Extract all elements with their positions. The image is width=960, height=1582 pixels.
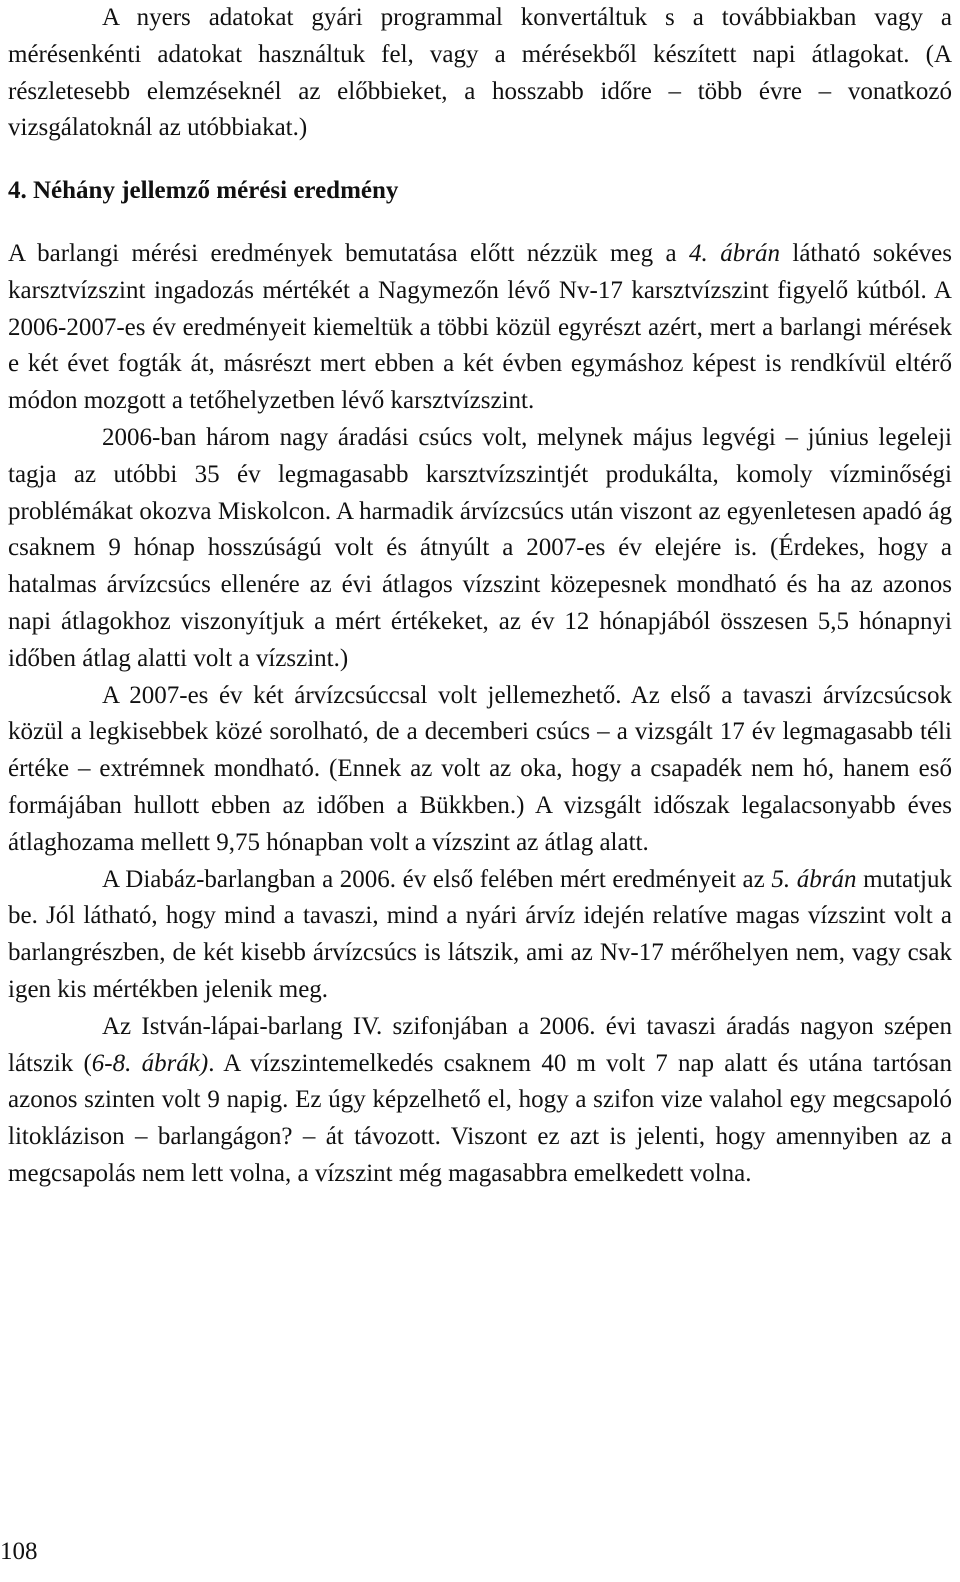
paragraph-4-before: A Diabáz-barlangban a 2006. év első felében mért eredményeit az <box>102 865 772 893</box>
figure-reference-5: 5. ábrán <box>771 865 857 893</box>
paragraph-5-before: Az István-lápai-barlang IV. szifonjában a 2006. évi tavaszi áradás nagyon szépen látszik ( <box>8 1012 952 1077</box>
figure-reference-4: 4. ábrán <box>689 239 780 267</box>
paragraph-1-before: A barlangi mérési eredmények bemutatása előtt nézzük meg a <box>8 239 690 267</box>
figure-reference-6-8: 6-8. ábrák) <box>91 1049 209 1077</box>
document-page <box>8 0 952 1582</box>
paragraph-4-after: mutatjuk be. Jól látható, hogy mind a tavaszi, mind a nyári árvíz idején relatíve magas vízszint volt a barlangrészben, de két kisebb árvízcsúcs is látszik, ami az Nv-17 mérőhelyen nem, vagy csak igen kis mértékben jelenik meg. <box>8 865 952 1003</box>
paragraph-2: 2006-ban három nagy áradási csúcs volt, melynek május legvégi – június legeleji tagja az utóbbi 35 év legmagasabb karsztvízszintjét produkálta, komoly vízminőségi problémákat okozva Miskolcon. A harmadik árvízcsúcs után viszont az egyenletesen apadó ág csaknem 9 hónap hosszúságú volt és átnyúlt a 2007-es év elejére is. (Érdekes, hogy a hatalmas árvízcsúcs ellenére az évi átlagos vízszint közepesnek mondható és ha az azonos napi átlagokhoz viszonyítjuk a mért értékeket, az év 12 hónapjából összesen 5,5 hónapnyi időben átlag alatti volt a vízszint.) <box>8 423 952 672</box>
paragraph-1 <box>8 236 952 420</box>
paragraph-5 <box>8 1009 952 1193</box>
paragraph-5-after: . A vízszintemelkedés csaknem 40 m volt 7 nap alatt és utána tartósan azonos szinten volt 9 napig. Ez úgy képzelhető el, hogy a szifon vize valahol egy megcsapoló litoklázison – barlangágon? – át távozott. Viszont ez azt is jelenti, hogy amennyiben az a megcsapolás nem lett volna, a vízszint még magasabbra emelkedett volna. <box>8 1049 952 1187</box>
paragraph-1-after: látható sokéves karsztvízszint ingadozás mértékét a Nagymezőn lévő Nv-17 karsztvízszint figyelő kútból. A 2006-2007-es év eredményeit kiemeltük a többi közül egyrészt azért, mert a barlangi mérések e két évet fogták át, másrészt mert ebben a két évben egymáshoz képest is rendkívül eltérő módon mozgott a tetőhelyzetben lévő karsztvízszint. <box>8 239 952 415</box>
paragraph-4 <box>8 862 952 1009</box>
paragraph-3: A 2007-es év két árvízcsúccsal volt jellemezhető. Az első a tavaszi árvízcsúcsok közül a legkisebbek közé sorolható, de a decemberi csúcs – a vizsgált 17 év legmagasabb téli értéke – extrémnek mondható. (Ennek az volt az oka, hogy a csapadék nem hó, hanem eső formájában hullott ebben az időben a Bükkben.) A vizsgált időszak legalacsonyabb éves átlaghozama mellett 9,75 hónapban volt a vízszint az átlag alatt. <box>8 681 952 856</box>
page-number: 108 <box>0 1538 38 1565</box>
section-heading: 4. Néhány jellemző mérési eredmény <box>8 177 399 205</box>
intro-paragraph: A nyers adatokat gyári programmal konvertáltuk s a továbbiakban vagy a mérésenkénti adatokat használtuk fel, vagy a mérésekből készített napi átlagokat. (A részletesebb elemzéseknél az előbbieket, a hosszabb időre – több évre – vonatkozó vizsgálatoknál az utóbbiakat.) <box>8 4 952 142</box>
